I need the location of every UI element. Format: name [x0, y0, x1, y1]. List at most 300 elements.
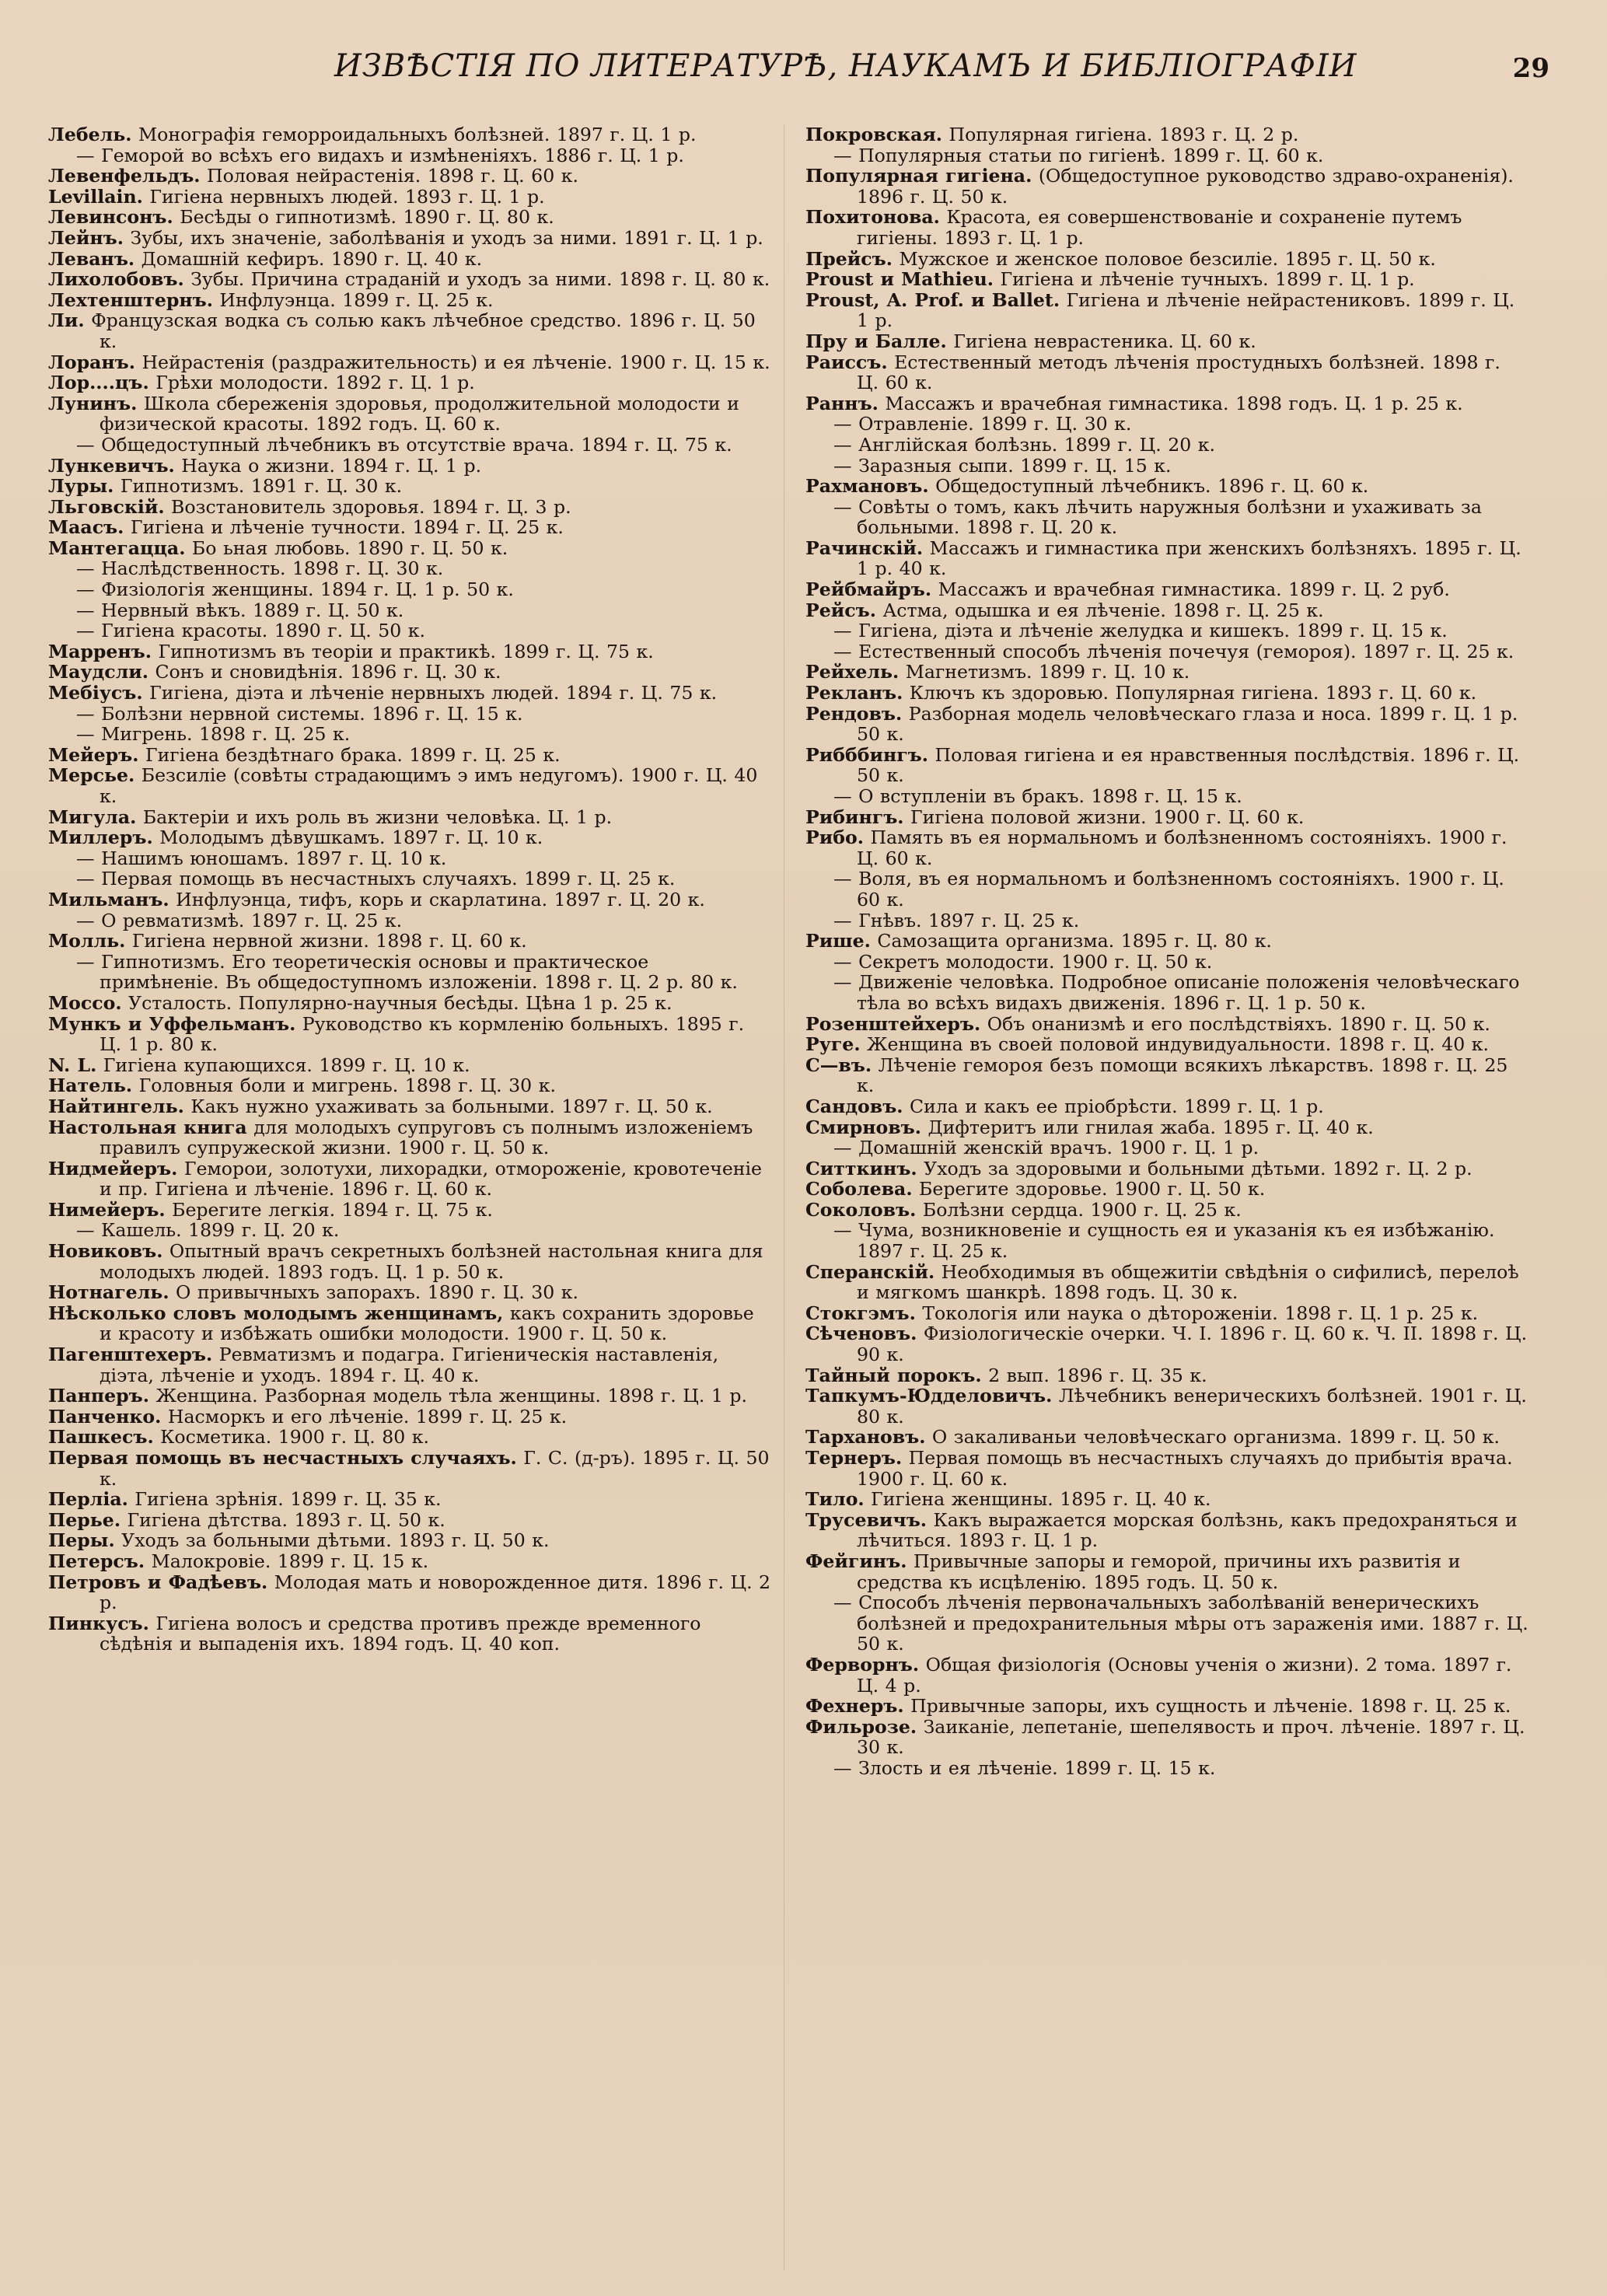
entry-text: для молодыхъ супруговъ съ полнымъ изложеніемъ правилъ супружеской жизни. 1900 г. Ц. 50 к. — [100, 1116, 753, 1159]
bibliography-entry — [805, 1489, 1528, 1510]
bibliography-entry — [805, 600, 1528, 621]
entry-text: Какъ нужно ухаживать за больными. 1897 г. Ц. 50 к. — [190, 1095, 713, 1117]
entry-text: Женщина. Разборная модель тѣла женщины. 1898 г. Ц. 1 р. — [155, 1385, 747, 1407]
entry-text: Уходъ за больными дѣтьми. 1893 г. Ц. 50 к. — [121, 1529, 550, 1552]
bibliography-entry — [48, 931, 771, 952]
entry-author: Мантегацца. — [48, 536, 186, 559]
entry-text: Заиканіе, лепетаніе, шепелявость и проч. лѣченіе. 1897 г. Ц. 30 к. — [857, 1715, 1525, 1759]
bibliography-entry — [805, 249, 1528, 270]
entry-author: Levillain. — [48, 185, 143, 208]
bibliography-entry — [48, 745, 771, 766]
entry-author: Найтингель. — [48, 1095, 184, 1117]
sub-entry — [48, 952, 771, 993]
bibliography-entry — [805, 1158, 1528, 1179]
entry-text: Малокровіе. 1899 г. Ц. 15 к. — [151, 1550, 429, 1572]
entry-author: Молль. — [48, 930, 126, 952]
entry-author: Рачинскій. — [805, 536, 924, 559]
entry-author: Рибббингъ. — [805, 743, 928, 766]
bibliography-entry — [48, 1200, 771, 1221]
entry-text: — Физіологія женщины. 1894 г. Ц. 1 р. 50 к. — [76, 578, 514, 601]
bibliography-entry — [48, 393, 771, 435]
sub-entry — [48, 579, 771, 600]
sub-entry — [805, 641, 1528, 662]
bibliography-entry — [48, 517, 771, 538]
entry-author: Мильманъ. — [48, 888, 169, 910]
entry-author: Трусевичъ. — [805, 1508, 928, 1531]
sub-entry — [805, 414, 1528, 435]
bibliography-entry — [48, 683, 771, 704]
bibliography-entry — [48, 1551, 771, 1572]
bibliography-entry — [48, 1489, 771, 1510]
entry-author: Тархановъ. — [805, 1426, 926, 1449]
entry-text: О привычныхъ запорахъ. 1890 г. Ц. 30 к. — [176, 1281, 579, 1304]
entry-text: — Наслѣдственность. 1898 г. Ц. 30 к. — [76, 557, 444, 580]
entry-author: Мункъ и Уффельманъ. — [48, 1012, 296, 1035]
entry-text: Гигіена нервныхъ людей. 1893 г. Ц. 1 р. — [149, 185, 545, 208]
entry-author: Петерсъ. — [48, 1550, 145, 1572]
entry-author: Рейхель. — [805, 661, 900, 683]
entry-text: Инфлуэнца, тифъ, корь и скарлатина. 1897 г. Ц. 20 к. — [176, 888, 705, 910]
entry-text: Самозащита организма. 1895 г. Ц. 80 к. — [877, 930, 1272, 952]
entry-text: — Чума, возникновеніе и сущность ея и указанія къ ея избѣжанію. 1897 г. Ц. 25 к. — [833, 1219, 1495, 1263]
entry-text: Гигіена половой жизни. 1900 г. Ц. 60 к. — [910, 806, 1305, 828]
entry-author: Маасъ. — [48, 516, 124, 539]
bibliography-entry — [48, 1386, 771, 1407]
bibliography-entry — [805, 1551, 1528, 1592]
entry-text: Общедоступный лѣчебникъ. 1896 г. Ц. 60 к. — [935, 475, 1369, 498]
bibliography-entry — [805, 1510, 1528, 1551]
sub-entry — [805, 620, 1528, 641]
entry-author: Панперъ. — [48, 1385, 149, 1407]
bibliography-entry — [48, 641, 771, 662]
bibliography-entry — [805, 1014, 1528, 1035]
entry-text: — Кашель. 1899 г. Ц. 20 к. — [76, 1219, 340, 1242]
sub-entry — [805, 910, 1528, 931]
entry-text: — Гигіена красоты. 1890 г. Ц. 50 к. — [76, 620, 426, 642]
entry-author: Рибо. — [805, 826, 864, 849]
entry-text: — Естественный способъ лѣченія почечуя (гемороя). 1897 г. Ц. 25 к. — [833, 640, 1514, 662]
entry-text: — Мигрень. 1898 г. Ц. 25 к. — [76, 723, 351, 746]
entry-author: Настольная книга — [48, 1116, 247, 1138]
bibliography-entry — [48, 1344, 771, 1386]
entry-text: Астма, одышка и ея лѣченіе. 1898 г. Ц. 25 к. — [882, 599, 1324, 621]
entry-text: Болѣзни сердца. 1900 г. Ц. 25 к. — [922, 1198, 1242, 1221]
sub-entry — [48, 620, 771, 641]
entry-author: Пру и Балле. — [805, 330, 947, 352]
entry-author: Раннъ. — [805, 392, 879, 414]
sub-entry — [48, 848, 771, 869]
bibliography-entry — [805, 1262, 1528, 1303]
entry-author: Моссо. — [48, 991, 122, 1014]
entry-author: Мигула. — [48, 806, 137, 828]
bibliography-entry — [48, 1117, 771, 1158]
entry-author: Мебіусъ. — [48, 682, 143, 704]
entry-text: Первая помощь въ несчастныхъ случаяхъ до прибытія врача. 1900 г. Ц. 60 к. — [857, 1447, 1513, 1490]
entry-text: Опытный врачъ секретныхъ болѣзней настольная книга для молодыхъ людей. 1893 годъ. Ц. 1 р. 50 к. — [100, 1240, 763, 1283]
entry-text: Привычные запоры, ихъ сущность и лѣченіе. 1898 г. Ц. 25 к. — [910, 1695, 1511, 1718]
entry-author: Сандовъ. — [805, 1095, 903, 1117]
bibliography-entry — [805, 1365, 1528, 1386]
entry-text: Г. С. (д-ръ). 1895 г. Ц. 50 к. — [100, 1447, 770, 1490]
entry-text: Гигіена бездѣтнаго брака. 1899 г. Ц. 25 к. — [145, 743, 561, 766]
entry-text: — Гнѣвъ. 1897 г. Ц. 25 к. — [833, 909, 1080, 931]
bibliography-entry — [48, 1613, 771, 1655]
bibliography-entry — [805, 683, 1528, 704]
entry-text: Разборная модель человѣческаго глаза и носа. 1899 г. Ц. 1 р. 50 к. — [857, 702, 1518, 746]
bibliography-entry — [48, 993, 771, 1014]
sub-entry — [48, 868, 771, 889]
bibliography-entry — [805, 1200, 1528, 1221]
bibliography-entry — [805, 476, 1528, 497]
bibliography-entry — [48, 1427, 771, 1448]
entry-text: Головныя боли и мигрень. 1898 г. Ц. 30 к. — [138, 1075, 556, 1097]
bibliography-entry — [48, 310, 771, 351]
entry-author: Миллеръ. — [48, 826, 153, 849]
entry-text: Привычные запоры и геморой, причины ихъ развитія и средства къ исцѣленію. 1895 годъ. Ц. 50 к. — [857, 1550, 1461, 1593]
entry-author: Лехтенштернъ. — [48, 288, 213, 311]
entry-author: Леванъ. — [48, 247, 135, 270]
bibliography-entry — [805, 827, 1528, 868]
entry-text: Гигіена волосъ и средства противъ прежде временного сѣдѣнія и выпаденія ихъ. 1894 годъ. Ц. 40 коп. — [100, 1612, 701, 1655]
entry-text: — Заразныя сыпи. 1899 г. Ц. 15 к. — [833, 454, 1172, 477]
bibliography-entry — [805, 1386, 1528, 1427]
bibliography-entry — [805, 1448, 1528, 1489]
entry-text: Руководство къ кормленію больныхъ. 1895 г. Ц. 1 р. 80 к. — [100, 1012, 745, 1056]
entry-text: Молодая мать и новорожденное дитя. 1896 г. Ц. 2 р. — [100, 1571, 771, 1614]
entry-text: Домашній кефиръ. 1890 г. Ц. 40 к. — [141, 247, 483, 270]
entry-text: Ревматизмъ и подагра. Гигіеническія наставленія, діэта, лѣченіе и уходъ. 1894 г. Ц. 40 к. — [100, 1344, 719, 1386]
sub-entry — [805, 972, 1528, 1013]
entry-author: Фехнеръ. — [805, 1695, 904, 1718]
sub-entry — [805, 868, 1528, 910]
bibliography-entry — [805, 290, 1528, 331]
entry-author: Proust и Mathieu. — [805, 268, 994, 291]
entry-text: — Первая помощь въ несчастныхъ случаяхъ. 1899 г. Ц. 25 к. — [76, 868, 676, 890]
entry-text: Сонъ и сновидѣнія. 1896 г. Ц. 30 к. — [155, 661, 501, 683]
bibliography-entry — [48, 1096, 771, 1117]
entry-text: Красота, ея совершенствованіе и сохраненіе путемъ гигіены. 1893 г. Ц. 1 р. — [857, 206, 1462, 249]
entry-text: Возстановитель здоровья. 1894 г. Ц. 3 р. — [171, 495, 571, 518]
entry-text: — Нервный вѣкъ. 1889 г. Ц. 50 к. — [76, 599, 404, 621]
entry-text: — О ревматизмѣ. 1897 г. Ц. 25 к. — [76, 909, 403, 931]
bibliography-entry — [48, 1158, 771, 1200]
entry-text: — Способъ лѣченія первоначальныхъ заболѣваній венерическихъ болѣзней и предохранительныя мѣры отъ зараженія ими. 1887 г. Ц. 50 к. — [833, 1592, 1528, 1655]
bibliography-entry — [48, 1282, 771, 1303]
bibliography-entry — [805, 124, 1528, 145]
entry-text: Половая гигіена и ея нравственныя послѣдствія. 1896 г. Ц. 50 к. — [857, 743, 1520, 787]
bibliography-entry — [48, 1572, 771, 1613]
entry-text: Гигіена купающихся. 1899 г. Ц. 10 к. — [103, 1054, 470, 1076]
entry-author: Первая помощь въ несчастныхъ случаяхъ. — [48, 1447, 517, 1469]
entry-author: Смирновъ. — [805, 1116, 921, 1138]
sub-entry — [48, 435, 771, 456]
sub-entry — [805, 1138, 1528, 1158]
entry-author: Розенштейхеръ. — [805, 1012, 981, 1035]
entry-author: Фейгинъ. — [805, 1550, 907, 1572]
entry-text: Гигіена дѣтства. 1893 г. Ц. 50 к. — [127, 1508, 445, 1531]
entry-author: Натель. — [48, 1075, 133, 1097]
entry-text: Сила и какъ ее пріобрѣсти. 1899 г. Ц. 1 р. — [910, 1095, 1324, 1117]
entry-author: Руге. — [805, 1033, 861, 1056]
entry-text: Французская водка съ солью какъ лѣчебное средство. 1896 г. Ц. 50 к. — [91, 309, 756, 352]
sub-entry — [48, 724, 771, 745]
bibliography-entry — [805, 207, 1528, 248]
bibliography-entry — [805, 1303, 1528, 1324]
bibliography-entry — [805, 1655, 1528, 1696]
bibliography-entry — [48, 456, 771, 477]
entry-author: Мейеръ. — [48, 743, 139, 766]
bibliography-entry — [805, 1179, 1528, 1200]
entry-author: Льговскій. — [48, 495, 165, 518]
entry-text: — Гигіена, діэта и лѣченіе желудка и кишекъ. 1899 г. Ц. 15 к. — [833, 620, 1448, 642]
entry-author: Соколовъ. — [805, 1198, 917, 1221]
entry-text: Токологія или наука о дѣтороженіи. 1898 г. Ц. 1 р. 25 к. — [922, 1302, 1479, 1324]
entry-author: Петровъ и Фадѣевъ. — [48, 1571, 268, 1593]
bibliography-entry — [48, 228, 771, 249]
entry-text: Безсиліе (совѣты страдающимъ э имъ недугомъ). 1900 г. Ц. 40 к. — [100, 764, 758, 807]
entry-author: Пашкесъ. — [48, 1426, 154, 1449]
sub-entry — [805, 145, 1528, 166]
entry-author: Ли. — [48, 309, 85, 332]
entry-text: — Общедоступный лѣчебникъ въ отсутствіе врача. 1894 г. Ц. 75 к. — [76, 433, 732, 456]
bibliography-entry — [805, 1696, 1528, 1717]
entry-text: Косметика. 1900 г. Ц. 80 к. — [160, 1426, 429, 1449]
bibliography-entry — [48, 352, 771, 373]
entry-text: Дифтеритъ или гнилая жаба. 1895 г. Ц. 40 к. — [928, 1116, 1374, 1138]
entry-text: Инфлуэнца. 1899 г. Ц. 25 к. — [219, 288, 494, 311]
sub-entry — [805, 952, 1528, 973]
entry-author: Нотнагель. — [48, 1281, 169, 1304]
entry-text: — Злость и ея лѣченіе. 1899 г. Ц. 15 к. — [833, 1756, 1216, 1779]
entry-text: — Домашній женскій врачъ. 1900 г. Ц. 1 р. — [833, 1137, 1259, 1159]
entry-text: Популярная гигіена. 1893 г. Ц. 2 р. — [948, 124, 1299, 145]
bibliography-entry — [48, 1014, 771, 1055]
entry-text: Массажъ и врачебная гимнастика. 1898 годъ. Ц. 1 р. 25 к. — [885, 392, 1463, 414]
entry-author: С—въ. — [805, 1054, 872, 1076]
entry-text: Естественный методъ лѣченія простудныхъ болѣзней. 1898 г. Ц. 60 к. — [857, 351, 1500, 394]
bibliography-entry — [805, 662, 1528, 683]
entry-text: Магнетизмъ. 1899 г. Ц. 10 к. — [905, 661, 1190, 683]
sub-entry — [48, 704, 771, 725]
entry-text: Грѣхи молодости. 1892 г. Ц. 1 р. — [155, 372, 475, 394]
entry-text: Память въ ея нормальномъ и болѣзненномъ состояніяхъ. 1900 г. Ц. 60 к. — [857, 826, 1507, 869]
entry-author: Луры. — [48, 475, 114, 498]
sub-entry — [48, 558, 771, 579]
bibliography-entry — [805, 1323, 1528, 1365]
entry-text: Гипнотизмъ. 1891 г. Ц. 30 к. — [120, 475, 403, 498]
bibliography-entry — [805, 1427, 1528, 1448]
bibliography-entry — [805, 1117, 1528, 1138]
entry-author: Рише. — [805, 930, 871, 952]
sub-entry — [48, 1220, 771, 1241]
entry-text: О закаливаньи человѣческаго организма. 1899 г. Ц. 50 к. — [931, 1426, 1500, 1449]
entry-author: Тернеръ. — [805, 1447, 903, 1469]
entry-text: Наука о жизни. 1894 г. Ц. 1 р. — [181, 454, 482, 477]
entry-text: — Отравленіе. 1899 г. Ц. 30 к. — [833, 413, 1132, 435]
entry-author: Лейнъ. — [48, 226, 124, 249]
bibliography-entry — [48, 827, 771, 848]
entry-author: Перы. — [48, 1529, 115, 1552]
entry-text: Какъ выражается морская болѣзнь, какъ предохраняться и лѣчиться. 1893 г. Ц. 1 р. — [857, 1508, 1518, 1552]
entry-text: Общая физіологія (Основы ученія о жизни). 2 тома. 1897 г. Ц. 4 р. — [857, 1653, 1512, 1697]
sub-entry — [48, 145, 771, 166]
entry-text: (Общедоступное руководство здраво-охраненія). 1896 г. Ц. 50 к. — [857, 165, 1514, 208]
bibliography-entry — [48, 1510, 771, 1531]
entry-author: Маудсли. — [48, 661, 148, 683]
entry-text: Насморкъ и его лѣченіе. 1899 г. Ц. 25 к. — [167, 1405, 568, 1428]
bibliography-entry — [805, 931, 1528, 952]
entry-author: Лор....цъ. — [48, 372, 149, 394]
bibliography-entry — [48, 662, 771, 683]
bibliography-entry — [48, 1241, 771, 1282]
entry-author: Прейсъ. — [805, 247, 893, 270]
bibliography-entry — [48, 290, 771, 311]
sub-entry — [805, 1758, 1528, 1779]
sub-entry — [805, 497, 1528, 538]
bibliography-entry — [805, 538, 1528, 579]
bibliography-entry — [48, 269, 771, 290]
entry-text: Массажъ и врачебная гимнастика. 1899 г. Ц. 2 руб. — [938, 578, 1450, 601]
entry-author: Соболева. — [805, 1178, 913, 1200]
entry-author: Лунинъ. — [48, 392, 138, 414]
bibliography-entry — [48, 1303, 771, 1344]
entry-text: Ключъ къ здоровью. Популярная гигіена. 1893 г. Ц. 60 к. — [909, 682, 1477, 704]
bibliography-entry — [48, 372, 771, 393]
entry-author: Сперанскій. — [805, 1260, 935, 1283]
bibliography-entry — [805, 1096, 1528, 1117]
bibliography-entry — [48, 187, 771, 208]
entry-author: Сѣченовъ. — [805, 1323, 917, 1345]
bibliography-entry — [805, 352, 1528, 393]
bibliography-entry — [805, 1717, 1528, 1758]
bibliography-entry — [805, 579, 1528, 600]
page-header — [0, 48, 1607, 95]
bibliography-entry — [48, 1075, 771, 1096]
entry-text: Необходимыя въ общежитіи свѣдѣнія о сифилисѣ, перелоѣ и мягкомъ шанкрѣ. 1898 годъ. Ц. 30 к. — [857, 1260, 1519, 1304]
entry-text: Усталость. Популярно-научныя бесѣды. Цѣна 1 р. 25 к. — [128, 991, 672, 1014]
bibliography-entry — [805, 704, 1528, 745]
entry-text: Физіологическіе очерки. Ч. I. 1896 г. Ц. 60 к. Ч. II. 1898 г. Ц. 90 к. — [857, 1323, 1528, 1366]
entry-text: 2 вып. 1896 г. Ц. 35 к. — [988, 1364, 1207, 1386]
entry-text: Берегите легкія. 1894 г. Ц. 75 к. — [172, 1198, 493, 1221]
entry-author: Левенфельдъ. — [48, 165, 201, 187]
bibliography-entry — [805, 745, 1528, 786]
bibliography-entry — [48, 1055, 771, 1076]
entry-text: Половая нейрастенія. 1898 г. Ц. 60 к. — [207, 165, 578, 187]
entry-text: Массажъ и гимнастика при женскихъ болѣзняхъ. 1895 г. Ц. 1 р. 40 к. — [857, 536, 1521, 580]
page-number: 29 — [1512, 53, 1549, 84]
bibliography-entry — [48, 497, 771, 518]
entry-author: Мерсье. — [48, 764, 135, 787]
entry-author: N. L. — [48, 1054, 97, 1076]
entry-author: Тило. — [805, 1488, 865, 1511]
entry-author: Перліа. — [48, 1488, 128, 1511]
entry-author: Нидмейеръ. — [48, 1157, 178, 1179]
entry-text: Зубы, ихъ значеніе, заболѣванія и уходъ за ними. 1891 г. Ц. 1 р. — [130, 226, 763, 249]
bibliography-entry — [48, 538, 771, 559]
entry-author: Рахмановъ. — [805, 475, 929, 498]
entry-author: Панченко. — [48, 1405, 162, 1428]
bibliography-entry — [805, 269, 1528, 290]
entry-author: Нѣсколько словъ молодымъ женщинамъ, — [48, 1302, 504, 1324]
entry-author: Лункевичъ. — [48, 454, 175, 477]
entry-author: Лебель. — [48, 124, 132, 145]
entry-author: Лихолобовъ. — [48, 268, 184, 291]
entry-text: Гипнотизмъ въ теоріи и практикѣ. 1899 г. Ц. 75 к. — [158, 640, 654, 662]
entry-text: — Нашимъ юношамъ. 1897 г. Ц. 10 к. — [76, 847, 447, 869]
entry-text: — Совѣты о томъ, какъ лѣчить наружныя болѣзни и ухаживать за больными. 1898 г. Ц. 20 к. — [833, 495, 1482, 539]
entry-text: Гигіена зрѣнія. 1899 г. Ц. 35 к. — [134, 1488, 442, 1511]
entry-text: Лѣчебникъ венерическихъ болѣзней. 1901 г. Ц. 80 к. — [857, 1385, 1527, 1428]
bibliography-entry — [48, 249, 771, 270]
entry-text: Мужское и женское половое безсиліе. 1895 г. Ц. 50 к. — [899, 247, 1436, 270]
entry-author: Рейсъ. — [805, 599, 876, 621]
entry-text: Бо ьная любовь. 1890 г. Ц. 50 к. — [191, 536, 508, 559]
bibliography-entry — [805, 331, 1528, 352]
entry-text: Бактеріи и ихъ роль въ жизни человѣка. Ц. 1 р. — [142, 806, 613, 828]
entry-author: Рекланъ. — [805, 682, 903, 704]
entry-author: Популярная гигіена. — [805, 165, 1032, 187]
entry-author: Фильрозе. — [805, 1715, 917, 1738]
sub-entry — [805, 435, 1528, 456]
entry-text: Молодымъ дѣвушкамъ. 1897 г. Ц. 10 к. — [159, 826, 543, 849]
sub-entry — [805, 786, 1528, 807]
entry-text: Женщина въ своей половой индувидуальности. 1898 г. Ц. 40 к. — [867, 1033, 1490, 1056]
bibliography-entry — [48, 807, 771, 828]
bibliography-entry — [48, 124, 771, 145]
entry-text: — Движеніе человѣка. Подробное описаніе положенія человѣческаго тѣла во всѣхъ видахъ движенія. 1896 г. Ц. 1 р. 50 к. — [833, 971, 1520, 1014]
bibliography-entry — [48, 207, 771, 228]
left-column — [48, 124, 771, 1655]
bibliography-entry — [48, 166, 771, 187]
entry-text: Лѣченіе гемороя безъ помощи всякихъ лѣкарствъ. 1898 г. Ц. 25 к. — [857, 1054, 1508, 1097]
bibliography-entry — [805, 1055, 1528, 1096]
entry-author: Рибингъ. — [805, 806, 904, 828]
entry-text: Школа сбереженія здоровья, продолжительной молодости и физической красоты. 1892 годъ. Ц. 60 к. — [100, 392, 739, 435]
bibliography-entry — [48, 476, 771, 497]
running-title: ИЗВѢСТІЯ ПО ЛИТЕРАТУРѢ, НАУКАМЪ И БИБЛІОГРАФІИ — [334, 48, 1357, 84]
entry-text: — О вступленіи въ бракъ. 1898 г. Ц. 15 к. — [833, 785, 1242, 807]
sub-entry — [805, 456, 1528, 477]
bibliography-entry — [48, 889, 771, 910]
sub-entry — [48, 910, 771, 931]
sub-entry — [805, 1220, 1528, 1261]
entry-text: Гигіена нервной жизни. 1898 г. Ц. 60 к. — [131, 930, 527, 952]
entry-author: Рейбмайръ. — [805, 578, 932, 601]
sub-entry — [805, 1592, 1528, 1655]
entry-author: Proust, A. Prof. и Ballet. — [805, 288, 1060, 311]
entry-text: — Популярныя статьи по гигіенѣ. 1899 г. Ц. 60 к. — [833, 144, 1324, 166]
bibliography-entry — [805, 393, 1528, 414]
bibliography-entry — [805, 807, 1528, 828]
entry-text: Нейрастенія (раздражительность) и ея лѣченіе. 1900 г. Ц. 15 к. — [141, 351, 770, 373]
entry-author: Ситткинъ. — [805, 1157, 917, 1179]
entry-author: Тайный порокъ. — [805, 1364, 982, 1386]
entry-text: — Англійская болѣзнь. 1899 г. Ц. 20 к. — [833, 433, 1216, 456]
entry-author: Лоранъ. — [48, 351, 135, 373]
entry-author: Покровская. — [805, 124, 943, 145]
entry-author: Левинсонъ. — [48, 206, 173, 229]
right-column — [805, 124, 1528, 1779]
bibliography-entry — [48, 1530, 771, 1551]
entry-text: Гигіена женщины. 1895 г. Ц. 40 к. — [871, 1488, 1211, 1511]
entry-text: Гигіена и лѣченіе нейрастениковъ. 1899 г. Ц. 1 р. — [857, 288, 1515, 332]
entry-author: Пагенштехеръ. — [48, 1344, 213, 1366]
bibliography-entry — [805, 166, 1528, 207]
entry-text: Берегите здоровье. 1900 г. Ц. 50 к. — [919, 1178, 1266, 1200]
bibliography-entry — [48, 765, 771, 806]
entry-author: Марренъ. — [48, 640, 152, 662]
